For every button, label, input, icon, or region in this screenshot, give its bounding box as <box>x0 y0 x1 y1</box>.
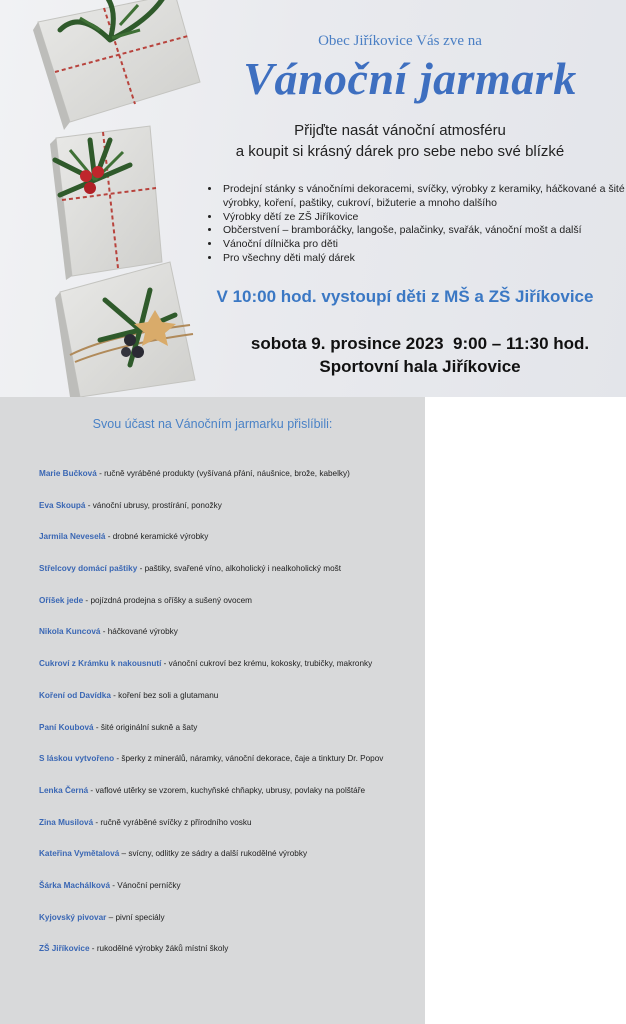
event-poster <box>0 0 626 397</box>
vendor-description: vánoční cukroví bez krému, kokosky, trubičky, makronky <box>168 659 373 669</box>
gift-box-bottom-icon <box>55 262 195 397</box>
list-item <box>39 595 419 627</box>
tagline <box>200 120 600 162</box>
vendor-separator: - <box>83 595 91 605</box>
list-item <box>39 690 419 722</box>
vendor-description: Vánoční perníčky <box>117 880 181 890</box>
list-item <box>39 531 419 563</box>
list-item <box>39 500 419 532</box>
vendor-name: Oříšek jede <box>39 595 84 605</box>
vendor-description: pojízdná prodejna s oříšky a sušený ovocem <box>90 595 253 605</box>
list-item: • Pro všechny děti malý dárek <box>221 252 626 266</box>
vendor-separator: - <box>110 880 118 890</box>
vendor-separator: – <box>106 912 116 922</box>
vendor-name: Kyjovský pivovar <box>39 912 107 922</box>
vendor-description: paštiky, svařené víno, alkoholický i nealkoholický mošt <box>144 564 342 574</box>
vendor-name: Paní Koubová <box>39 722 94 732</box>
christmas-gifts-illustration <box>0 0 220 397</box>
vendor-description: šperky z minerálů, náramky, vánoční dekorace, čaje a tinktury Dr. Popov <box>121 754 384 764</box>
vendors-panel <box>0 397 425 1024</box>
list-item <box>39 468 419 500</box>
vendor-separator: - <box>114 754 122 764</box>
vendor-description: šité originální sukně a šaty <box>100 722 198 732</box>
event-venue: Sportovní hala Jiříkovice <box>319 357 521 376</box>
vendor-name: Šárka Machálková <box>39 880 111 890</box>
vendor-separator: - <box>96 469 105 478</box>
list-item: • Prodejní stánky s vánočními dekoracemi, svíčky, výrobky z keramiky, háčkované a šité výrobky, koření, paštiky, cukroví, bižuterie a mnoho dalšího <box>221 183 626 211</box>
list-item <box>39 626 419 658</box>
list-item <box>39 817 419 849</box>
vendor-name: Kateřina Vymětalová <box>39 849 120 859</box>
vendor-description: koření bez soli a glutamanu <box>118 690 219 700</box>
vendor-name: S láskou vytvořeno <box>39 754 115 764</box>
list-item <box>39 563 419 595</box>
vendor-separator: - <box>93 817 101 827</box>
list-item: • Vánoční dílnička pro děti <box>221 238 626 252</box>
list-item: • Občerstvení – bramboráčky, langoše, palačinky, svařák, vánoční mošt a další <box>221 224 626 238</box>
vendor-separator: - <box>137 564 145 574</box>
vendor-description: svícny, odlitky ze sádry a další rukodělné výrobky <box>128 849 308 859</box>
list-item <box>39 943 419 975</box>
list-item <box>39 848 419 880</box>
vendor-name: ZŠ Jiříkovice <box>39 944 90 954</box>
vendor-description: drobné keramické výrobky <box>112 532 209 542</box>
tagline-line: Přijďte nasát vánoční atmosféru <box>294 122 506 139</box>
gift-box-top-icon <box>33 0 200 130</box>
vendor-name: Koření od Davídka <box>39 690 111 700</box>
page-title: Vánoční jarmark <box>243 53 577 104</box>
list-item: • Výrobky dětí ze ZŠ Jiříkovice <box>221 211 626 225</box>
event-date-venue <box>200 332 626 378</box>
vendor-name: Eva Skoupá <box>39 500 86 510</box>
vendor-description: ručně vyráběné svíčky z přírodního vosku <box>100 817 252 827</box>
event-date: sobota 9. prosince 2023 9:00 – 11:30 hod. <box>250 334 590 353</box>
vendor-separator: - <box>100 627 108 637</box>
list-item <box>39 785 419 817</box>
list-item <box>39 912 419 944</box>
vendor-description: ručně vyráběné produkty (vyšívaná přání, náušnice, brože, kabelky) <box>104 469 350 478</box>
vendor-name: Lenka Černá <box>39 785 89 795</box>
vendor-name: Zina Musilová <box>39 817 94 827</box>
vendors-title: Svou účast na Vánočním jarmarku přislíbili: <box>92 417 333 431</box>
vendor-separator: - <box>88 785 96 795</box>
vendor-separator: - <box>110 690 119 700</box>
vendor-name: Nikola Kuncová <box>39 627 101 637</box>
list-item <box>39 880 419 912</box>
attractions-list <box>205 183 626 266</box>
invite-line: Obec Jiříkovice Vás zve na <box>318 33 482 49</box>
vendor-separator: - <box>105 532 113 542</box>
vendor-separator: - <box>89 944 97 954</box>
vendor-description: rukodělné výrobky žáků místní školy <box>96 944 229 954</box>
vendor-separator: - <box>93 722 101 732</box>
list-item <box>39 722 419 754</box>
vendor-name: Střelcovy domácí paštiky <box>39 564 138 574</box>
performance-note: V 10:00 hod. vystoupí děti z MŠ a ZŠ Jiříkovice <box>216 287 594 306</box>
vendor-name: Marie Bučková <box>39 469 97 478</box>
vendor-description: vánoční ubrusy, prostírání, ponožky <box>92 500 222 510</box>
vendor-name: Cukroví z Krámku k nakousnutí <box>39 659 162 669</box>
vendor-separator: – <box>119 849 129 859</box>
vendor-list <box>39 468 419 975</box>
vendor-description: vaflové utěrky se vzorem, kuchyňské chňapky, ubrusy, povlaky na polštáře <box>95 785 365 795</box>
vendor-name: Jarmila Neveselá <box>39 532 106 542</box>
gift-box-middle-icon <box>50 126 162 280</box>
vendor-description: pivní speciály <box>115 912 165 922</box>
tagline-line: a koupit si krásný dárek pro sebe nebo své blízké <box>235 143 565 160</box>
list-item <box>39 658 419 690</box>
vendor-description: háčkované výrobky <box>107 627 178 637</box>
vendor-separator: - <box>161 659 169 669</box>
vendor-separator: - <box>85 500 93 510</box>
list-item <box>39 753 419 785</box>
